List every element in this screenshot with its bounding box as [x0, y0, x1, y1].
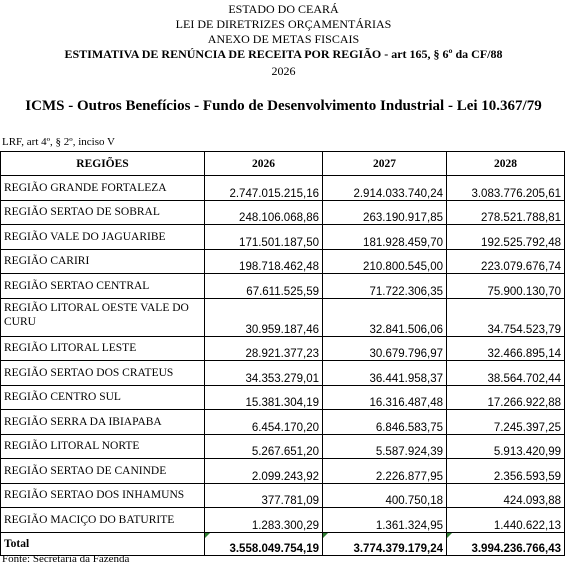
value-2026: 2.747.015.215,16 [205, 176, 323, 201]
table-row [1, 274, 565, 299]
header-estimate-title: ESTIMATIVA DE RENÚNCIA DE RECEITA POR REGIÃO - art 165, § 6º da CF/88 [64, 47, 503, 61]
value-2028: 5.913.420,99 [447, 434, 565, 459]
value-2028: 3.083.776.205,61 [447, 176, 565, 201]
region-name: REGIÃO CENTRO SUL [1, 385, 205, 410]
table-row [1, 385, 565, 410]
table-total-row [1, 532, 565, 555]
value-2027: 263.190.917,85 [323, 200, 447, 225]
value-2026: 248.106.068,86 [205, 200, 323, 225]
table-row [1, 225, 565, 250]
value-2028: 38.564.702,44 [447, 361, 565, 386]
table-header-row [1, 152, 565, 176]
region-name: REGIÃO SERTAO DE SOBRAL [1, 200, 205, 225]
value-2027: 181.928.459,70 [323, 225, 447, 250]
table-subtitle: ICMS - Outros Benefícios - Fundo de Desenvolvimento Industrial - Lei 10.367/79 [25, 98, 542, 114]
table-row [1, 434, 565, 459]
value-2027: 30.679.796,97 [323, 336, 447, 361]
total-2026: 3.558.049.754,19 [205, 532, 323, 555]
table-row [1, 410, 565, 435]
header-state: ESTADO DO CEARÁ [228, 2, 339, 16]
region-name: REGIÃO LITORAL NORTE [1, 434, 205, 459]
value-2027: 6.846.583,75 [323, 410, 447, 435]
table-row [1, 200, 565, 225]
value-2026: 67.611.525,59 [205, 274, 323, 299]
value-2027: 71.722.306,35 [323, 274, 447, 299]
value-2026: 15.381.304,19 [205, 385, 323, 410]
header-annex: ANEXO DE METAS FISCAIS [207, 32, 360, 46]
value-2026: 28.921.377,23 [205, 336, 323, 361]
source-note: Fonte: Secretaria da Fazenda [2, 553, 130, 565]
value-2027: 400.750,18 [323, 483, 447, 508]
region-name: REGIÃO SERRA DA IBIAPABA [1, 410, 205, 435]
value-2026: 34.353.279,01 [205, 361, 323, 386]
value-2028: 75.900.130,70 [447, 274, 565, 299]
value-2028: 1.440.622,13 [447, 508, 565, 533]
region-name: REGIÃO SERTAO CENTRAL [1, 274, 205, 299]
region-name: REGIÃO LITORAL OESTE VALE DO CURU [1, 298, 205, 336]
value-2027: 1.361.324,95 [323, 508, 447, 533]
column-header-2028: 2028 [447, 152, 565, 176]
value-2026: 2.099.243,92 [205, 459, 323, 484]
value-2028: 424.093,88 [447, 483, 565, 508]
region-name: REGIÃO SERTAO DE CANINDE [1, 459, 205, 484]
value-2028: 7.245.397,25 [447, 410, 565, 435]
header-law: LEI DE DIRETRIZES ORÇAMENTÁRIAS [175, 17, 392, 31]
value-2027: 32.841.506,06 [323, 298, 447, 336]
value-2027: 5.587.924,39 [323, 434, 447, 459]
header-year: 2026 [271, 64, 296, 78]
table-row [1, 508, 565, 533]
table-row [1, 249, 565, 274]
value-2028: 34.754.523,79 [447, 298, 565, 336]
value-2026: 377.781,09 [205, 483, 323, 508]
region-name: REGIÃO VALE DO JAGUARIBE [1, 225, 205, 250]
value-2027: 2.226.877,95 [323, 459, 447, 484]
value-2026: 1.283.300,29 [205, 508, 323, 533]
column-header-2027: 2027 [323, 152, 447, 176]
region-name: REGIÃO GRANDE FORTALEZA [1, 176, 205, 201]
table-row [1, 483, 565, 508]
value-2028: 223.079.676,74 [447, 249, 565, 274]
total-2027: 3.774.379.179,24 [323, 532, 447, 555]
column-header-2026: 2026 [205, 152, 323, 176]
table-row [1, 361, 565, 386]
value-2026: 30.959.187,46 [205, 298, 323, 336]
region-name: REGIÃO SERTAO DOS INHAMUNS [1, 483, 205, 508]
table-row [1, 298, 565, 336]
value-2028: 278.521.788,81 [447, 200, 565, 225]
region-name: REGIÃO SERTAO DOS CRATEUS [1, 361, 205, 386]
legal-reference: LRF, art 4º, § 2º, inciso V [2, 136, 115, 148]
total-label: Total [1, 532, 205, 555]
value-2027: 36.441.958,37 [323, 361, 447, 386]
value-2026: 198.718.462,48 [205, 249, 323, 274]
value-2028: 192.525.792,48 [447, 225, 565, 250]
value-2028: 17.266.922,88 [447, 385, 565, 410]
table-row [1, 459, 565, 484]
value-2028: 32.466.895,14 [447, 336, 565, 361]
value-2027: 2.914.033.740,24 [323, 176, 447, 201]
total-2028: 3.994.236.766,43 [447, 532, 565, 555]
region-name: REGIÃO CARIRI [1, 249, 205, 274]
region-name: REGIÃO MACIÇO DO BATURITE [1, 508, 205, 533]
value-2026: 6.454.170,20 [205, 410, 323, 435]
value-2026: 5.267.651,20 [205, 434, 323, 459]
value-2028: 2.356.593,59 [447, 459, 565, 484]
region-name: REGIÃO LITORAL LESTE [1, 336, 205, 361]
renuncia-table [0, 151, 565, 556]
column-header-regions: REGIÕES [1, 152, 205, 176]
value-2026: 171.501.187,50 [205, 225, 323, 250]
value-2027: 16.316.487,48 [323, 385, 447, 410]
table-row [1, 336, 565, 361]
table-row [1, 176, 565, 201]
value-2027: 210.800.545,00 [323, 249, 447, 274]
